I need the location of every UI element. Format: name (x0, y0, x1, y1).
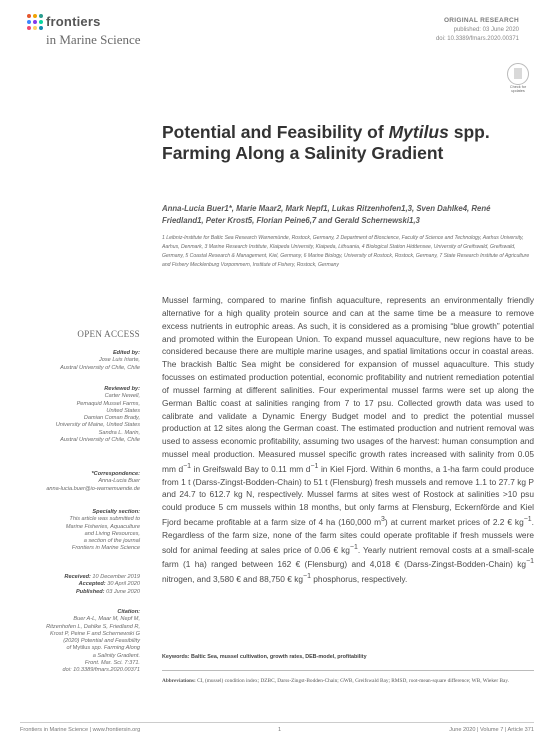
citation-line: (2020) Potential and Feasibility (63, 638, 140, 645)
abstract-sup: 3 (381, 516, 385, 524)
citation-line: Ritzenhofen L, Dahlke S, Friedland R, (46, 623, 140, 630)
doi-link[interactable]: doi: 10.3389/fmars.2020.00371 (435, 36, 519, 42)
abstract-text: in Kiel Fjord. Within 6 months, a 1-ha farm could produce from 1 t (Darss-Zingst-Bodden-Chain) to 51 t (Flensburg) fresh mussels and remove 1.1 to 27.7 kg P and 24.7 to 612.7 kg N, respectively. Mussel farms at sites west of Rostock at salinities >10 psu could produce 5 cm mussels within 18 months, but only farms at Flensburg, Eckernförde and Kiel Fjord became profitable at a farm size of 4 ha (160,000 m (162, 463, 535, 527)
citation-line: Front. Mar. Sci. 7:371. (84, 660, 140, 667)
published-label: Published: (75, 588, 105, 595)
correspondence-name: Anna-Lucia Buer (98, 478, 140, 485)
citation-label: Citation: (117, 609, 140, 615)
citation (20, 609, 140, 675)
specialty-section (20, 509, 140, 553)
reviewer-line: Pemaquid Mussel Farms, (76, 400, 140, 407)
abstract (162, 294, 534, 585)
title-part-1: Potential and Feasibility of (162, 122, 389, 142)
accepted-date: 30 April 2020 (107, 581, 140, 588)
abbreviations (162, 677, 534, 685)
accepted-label: Accepted: (78, 581, 106, 588)
abbreviations-label: Abbreviations: (162, 678, 196, 684)
citation-line: a Salinity Gradient. (92, 652, 140, 659)
abstract-sup: −1 (303, 572, 311, 580)
edited-by-label: Edited by: (112, 350, 140, 356)
reviewer-line: Austral University of Chile, Chile (60, 437, 140, 444)
abstract-text: . Regardless of the farm size, none of the farm sites could operate profitable if fresh mussels were sold for animal feeding at sales price of 0.06 € kg (162, 516, 534, 555)
published-date: published: 03 June 2020 (453, 27, 519, 33)
section-line: and Living Resources, (84, 530, 140, 537)
author-list: Anna-Lucia Buer1*, Marie Maar2, Mark Nepf1, Lukas Ritzenhofen1,3, Sven Dahlke4, René Friedland1, Peter Krost5, Florian Peine6,7 and Gerald Schernewski1,3 (162, 204, 491, 225)
abbreviations-text: CI, (mussel) condition index; DZBC, Darss-Zingst-Bodden-Chain; GWB, Greifswald Bay; RMSD, root-mean-square difference; WB, Wieker Bay. (195, 678, 509, 684)
abstract-text: nitrogen, and 3,580 € and 88,750 € kg (162, 573, 304, 584)
abstract-text: ) at current market prices of 2.2 € kg (384, 516, 524, 527)
crossmark-label-2: updates (511, 89, 525, 93)
crossmark-icon (507, 63, 529, 85)
reviewer-line: Damian Coman Brady, (83, 415, 140, 422)
received-date: 10 December 2019 (92, 574, 140, 580)
abstract-text: . Yearly nutrient removal costs at a small-scale farm (1 ha) ranged between 162 € (Flensburg) and 4,018 € (Darss-Zingst-Bodden-Chain) kg (162, 544, 534, 569)
keywords-text: Baltic Sea, mussel cultivation, growth rates, DEB-model, profitability (189, 654, 367, 660)
abstract-sup: −1 (349, 543, 358, 551)
logo-journal-name: in Marine Science (46, 32, 141, 47)
footer-divider (20, 722, 534, 723)
edited-by (20, 350, 140, 372)
correspondence-email[interactable]: anna-lucia.buer@io-warnemuende.de (46, 485, 140, 492)
abstract-sup: −1 (310, 462, 319, 470)
footer-journal-link[interactable]: Frontiers in Marine Science | www.frontiersin.org (20, 727, 141, 733)
section-line: This article was submitted to (69, 516, 140, 523)
correspondence-label: *Correspondence: (91, 471, 140, 477)
editor-affiliation: Austral University of Chile, Chile (60, 364, 140, 371)
page-number: 1 (278, 727, 282, 733)
open-access-label: OPEN ACCESS (77, 329, 140, 339)
citation-fragment-italic: Mytilus (72, 645, 91, 652)
published-date-side: 03 June 2020 (106, 588, 140, 595)
title-part-2: spp. Farming Along a Salinity Gradient (162, 122, 490, 163)
reviewer-line: University of Maine, United States (55, 422, 140, 429)
abstract-text: Mussel farming, compared to marine finfish aquaculture, represents an environmentally friendly alternative for a high quality protein source and can at the same time be a measure to remove excess nutrients in eutrophic areas. As such, it is considered as a promising “blue growth” potential and promoted within the European Union. To expand mussel aquaculture, new regions have to be considered because there are multiple marine usages, and spatial limitations occur in coastal areas. The brackish Baltic Sea might be considered for expansion of mussel aquaculture. This study focusses on estimated production potential, economic profitability and nutrient remediation potential of mussel farming at different salinities. Four experimental mussel farms were set up along the German Baltic coast at salinities ranging from 7 to 17 psu. Collected growth data was used to calibrate and validate a Dynamic Energy Budget model and to predict the potential mussel production at 12 sites along the German coast. The estimated production and nutrient removal was used to assess economic profitability, assuming two usages of the harvest: human consumption and mussel meal production. Measured mussel specific growth rates increased with salinity from 0.05 mm d (162, 295, 534, 474)
crossmark-label: Check for (509, 85, 527, 89)
abstract-sup: −1 (183, 462, 192, 470)
citation-line: Krost P, Peine F and Schernewski G (50, 630, 140, 637)
frontiers-logo-icon (27, 14, 43, 30)
section-line: a section of the journal (83, 538, 140, 545)
journal-logo[interactable] (27, 14, 187, 54)
abstract-sup: −1 (526, 558, 534, 566)
abstract-sup: −1 (523, 516, 532, 524)
history-dates (20, 574, 140, 596)
reviewer-line: Carter Newell, (104, 393, 140, 400)
crossmark-badge[interactable] (507, 63, 529, 93)
reviewer-line: Sandra L. Marin, (98, 429, 140, 436)
citation-fragment: of (66, 645, 73, 652)
article-type: ORIGINAL RESEARCH (443, 17, 519, 24)
keywords-label: Keywords: (162, 654, 190, 660)
title-italic: Mytilus (388, 122, 449, 142)
affiliations: 1 Leibniz-Institute for Baltic Sea Research Warnemünde, Rostock, Germany, 2 Department of Bioscience, Faculty of Science and Technology, Aarhus University, Aarhus, Denmark, 3 Marine Research Institute, Klaipeda University, Klaipeda, Lithuania, 4 Biological Station Hiddensee, University of Greifswald, Greifswald, Germany, 5 Coastal Research & Management, Kiel, Germany, 6 Marine Biology, University of Rostock, Rostock, Germany, 7 State Research Institute of Agriculture and Fishery Mecklenburg Vorpommern, Institute of Fishery, Rostock, Germany (162, 235, 530, 268)
reviewer-line: United States (106, 407, 140, 414)
reviewed-by (20, 386, 140, 444)
citation-fragment: spp. Farming Along (90, 645, 140, 652)
section-line: Frontiers in Marine Science (71, 545, 140, 552)
footer-issue-info: June 2020 | Volume 7 | Article 371 (449, 727, 534, 733)
keywords-divider (162, 670, 534, 671)
section-line: Marine Fisheries, Aquaculture (65, 523, 140, 530)
citation-doi[interactable]: doi: 10.3389/fmars.2020.00371 (62, 667, 140, 674)
citation-line (20, 645, 140, 652)
article-title (162, 122, 532, 163)
received-label: Received: (64, 574, 91, 580)
logo-wordmark: frontiers (46, 14, 101, 29)
editor-name: Jose Luis Iriarte, (98, 357, 140, 364)
abstract-text: phosphorus, respectively. (310, 573, 408, 584)
specialty-section-label: Specialty section: (92, 509, 140, 515)
correspondence (20, 471, 140, 493)
reviewed-by-label: Reviewed by: (104, 386, 140, 392)
citation-line: Buer A-L, Maar M, Nepf M, (73, 616, 140, 623)
abstract-text: in Greifswald Bay to 0.11 mm d (191, 463, 311, 474)
keywords (162, 654, 534, 660)
